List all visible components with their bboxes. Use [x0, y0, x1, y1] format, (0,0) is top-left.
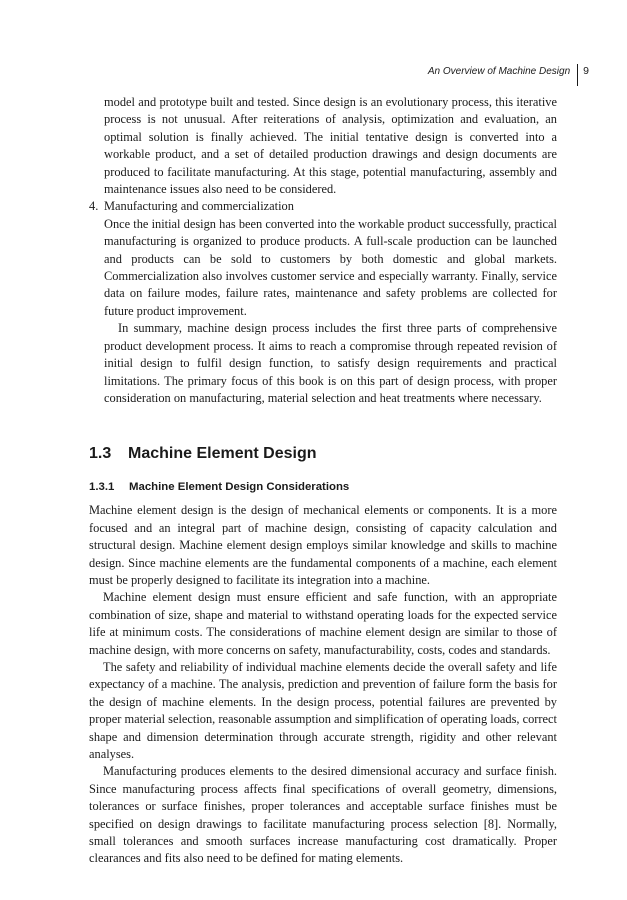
summary-block — [89, 320, 557, 407]
body-paragraph: Manufacturing produces elements to the desired dimensional accuracy and surface finish. Since manufacturing process affects final specifications of overall geometry, dimensions, tolerances or surface finishes, proper tolerances and acceptable surface finishes must be specified on design drawings to facilitate manufacturing process selection [8]. Normally, small tolerances and smooth surfaces increase manufacturing cost dramatically. Proper clearances and fits also need to be defined for mating elements. — [89, 764, 557, 866]
subsection-title: Machine Element Design Considerations — [129, 481, 350, 494]
subsection-heading — [89, 479, 557, 495]
page-body — [89, 94, 557, 868]
running-header — [428, 64, 589, 84]
page-number: 9 — [583, 65, 589, 77]
list-item-title: Manufacturing and commercialization — [104, 199, 294, 214]
subsection-number: 1.3.1 — [89, 481, 115, 494]
summary-paragraph: In summary, machine design process includes the first three parts of comprehensive product development process. It aims to reach a compromise through repeated revision of initial design to fulfil design function, to satisfy design requirements and practical limitations. The primary focus of this book is on this part of design process, with proper consideration on manufacturing, material selection and heat treatments where necessary. — [104, 321, 557, 405]
body-paragraph: The safety and reliability of individual machine elements decide the overall safety and life expectancy of a machine. The analysis, prediction and prevention of failure form the basis for the design of machine elements. In the design process, potential failures are prevented by proper material selection, reasonable assumption and simplification of operating loads, correct shape and dimension determination through accurate strength, rigidity and other relevant analyses. — [89, 659, 557, 761]
running-title: An Overview of Machine Design — [427, 66, 571, 77]
section-heading — [89, 444, 557, 464]
body-paragraph: Machine element design is the design of mechanical elements or components. It is a more focused and an integral part of machine design, consisting of capacity calculation and structural design. Machine element design employs similar knowledge and skills to machine design. Since machine elements are the fundamental components of a machine, each element must be properly designed to facilitate its integration into a machine. — [89, 503, 557, 587]
section-number: 1.3 — [89, 445, 112, 463]
list-item-manufacturing — [89, 198, 557, 215]
intro-paragraph: model and prototype built and tested. Since design is an evolutionary process, this iterative process is not unusual. After reiterations of analysis, optimization and evaluation, an optimal solution is finally achieved. The initial tentative design is converted into a workable product, and a set of detailed production drawings and design documents are produced to facilitate manufacturing. At this stage, potential manufacturing, assembly and maintenance issues also need to be considered. — [104, 95, 557, 197]
manufacturing-paragraph: Once the initial design has been converted into the workable product successfully, practical manufacturing is organized to produce products. A full-scale production can be launched and products can be sold to customers by both domestic and global markets. Commercialization also involves customer service and especially warranty. Finally, service data on failure modes, failure rates, maintenance and safety problems are collected for future product improvement. — [104, 216, 557, 318]
list-item-number: 4. — [89, 199, 99, 214]
section-title: Machine Element Design — [128, 445, 317, 463]
body-paragraph: Machine element design must ensure efficient and safe function, with an appropriate combination of size, shape and material to withstand operating loads for the expected service life at minimum costs. The considerations of machine element design are similar to those of machine design, with more concerns on safety, manufacturability, costs, codes and standards. — [89, 590, 557, 657]
